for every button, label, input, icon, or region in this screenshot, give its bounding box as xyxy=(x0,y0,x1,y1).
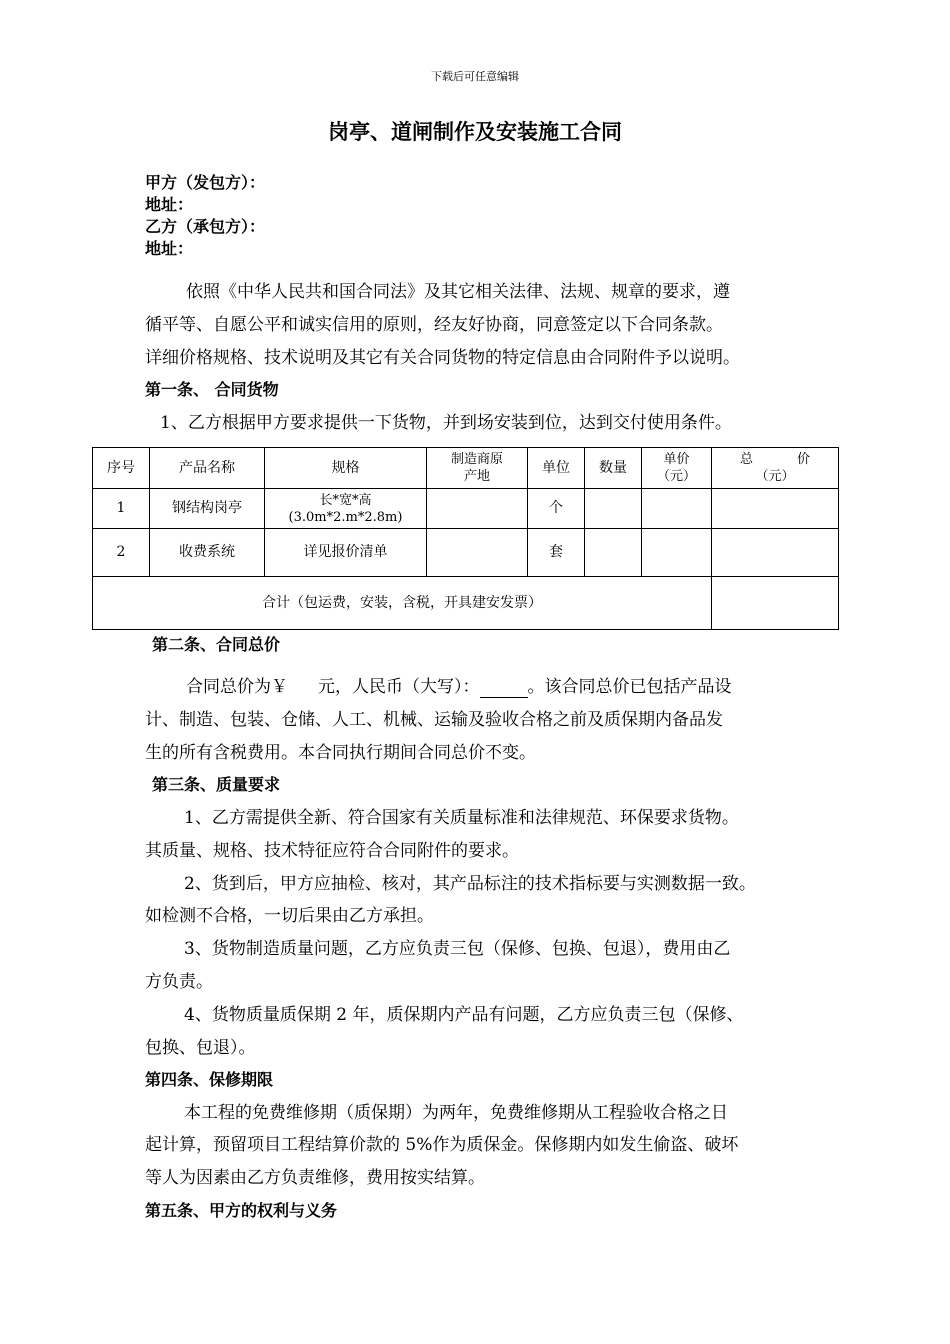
row-price xyxy=(642,489,712,529)
header-no: 序号 xyxy=(93,448,150,489)
header-name: 产品名称 xyxy=(150,448,265,489)
header-origin: 制造商原 产地 xyxy=(427,448,528,489)
header-unit: 单位 xyxy=(528,448,585,489)
row-unit: 套 xyxy=(528,529,585,577)
table-row xyxy=(93,529,839,577)
row-qty xyxy=(585,489,642,529)
article-4-line: 等人为因素由乙方负责维修，费用按实结算。 xyxy=(145,1168,485,1188)
header-qty: 数量 xyxy=(585,448,642,489)
table-row xyxy=(93,489,839,529)
article-3-line: 2、货到后，甲方应抽检、核对，其产品标注的技术指标要与实测数据一致。 xyxy=(184,874,756,894)
intro-line-1: 依照《中华人民共和国合同法》及其它相关法律、法规、规章的要求，遵 xyxy=(186,282,730,302)
article-3-line: 其质量、规格、技术特征应符合合同附件的要求。 xyxy=(145,841,519,861)
row-unit: 个 xyxy=(528,489,585,529)
article-3-line: 3、货物制造质量问题，乙方应负责三包（保修、包换、包退），费用由乙 xyxy=(184,939,731,959)
table-total-row xyxy=(93,577,839,630)
total-value xyxy=(712,577,839,630)
article-3-line: 4、货物质量质保期 2 年，质保期内产品有问题，乙方应负责三包（保修、 xyxy=(184,1005,744,1025)
article-2-line-2: 计、制造、包装、仓储、人工、机械、运输及验收合格之前及质保期内备品发 xyxy=(145,710,723,730)
table-header-row xyxy=(93,448,839,489)
total-label: 合计（包运费，安装，含税，开具建安发票） xyxy=(93,577,712,630)
row-spec: 长*宽*高 (3.0m*2.m*2.8m) xyxy=(265,489,427,529)
article-4-line: 本工程的免费维修期（质保期）为两年，免费维修期从工程验收合格之日 xyxy=(184,1103,728,1123)
header-total-price: 总 价 （元） xyxy=(712,448,839,489)
article-3-line: 1、乙方需提供全新、符合国家有关质量标准和法律规范、环保要求货物。 xyxy=(184,808,739,828)
article-2-heading: 第二条、合同总价 xyxy=(152,635,281,654)
article-3-heading: 第三条、质量要求 xyxy=(152,775,281,794)
row-qty xyxy=(585,529,642,577)
row-name: 钢结构岗亭 xyxy=(150,489,265,529)
row-total xyxy=(712,529,839,577)
article-1-heading: 第一条、 合同货物 xyxy=(145,380,279,399)
intro-line-3: 详细价格规格、技术说明及其它有关合同货物的特定信息由合同附件予以说明。 xyxy=(145,348,740,368)
article-2-line-3: 生的所有含税费用。本合同执行期间合同总价不变。 xyxy=(145,743,536,763)
header-note: 下载后可任意编辑 xyxy=(431,70,519,83)
document-title: 岗亭、道闸制作及安装施工合同 xyxy=(328,120,622,144)
goods-table xyxy=(92,447,839,630)
row-no: 1 xyxy=(93,489,150,529)
row-origin xyxy=(427,529,528,577)
row-name: 收费系统 xyxy=(150,529,265,577)
header-spec: 规格 xyxy=(265,448,427,489)
article-3-line: 方负责。 xyxy=(145,972,213,992)
header-unit-price: 单价 （元） xyxy=(642,448,712,489)
intro-line-2: 循平等、自愿公平和诚实信用的原则，经友好协商，同意签定以下合同条款。 xyxy=(145,315,723,335)
party-b-label: 乙方（承包方）： xyxy=(145,217,266,236)
article-2-line-1: 合同总价为￥ 元，人民币（大写）： 。该合同总价已包括产品设 xyxy=(186,677,732,697)
amount-blank xyxy=(480,679,528,698)
article-5-heading: 第五条、甲方的权利与义务 xyxy=(145,1201,338,1220)
row-no: 2 xyxy=(93,529,150,577)
party-a-label: 甲方（发包方）： xyxy=(145,173,266,192)
article-3-line: 如检测不合格，一切后果由乙方承担。 xyxy=(145,906,434,926)
row-price xyxy=(642,529,712,577)
row-spec: 详见报价清单 xyxy=(265,529,427,577)
article-3-line: 包换、包退）。 xyxy=(145,1038,256,1058)
article-4-line: 起计算，预留项目工程结算价款的 5%作为质保金。保修期内如发生偷盗、破坏 xyxy=(145,1135,739,1155)
row-origin xyxy=(427,489,528,529)
article-4-heading: 第四条、保修期限 xyxy=(145,1070,274,1089)
article-1-line: 1、乙方根据甲方要求提供一下货物，并到场安装到位，达到交付使用条件。 xyxy=(160,413,732,433)
row-total xyxy=(712,489,839,529)
party-b-address-label: 地址： xyxy=(145,239,194,258)
party-a-address-label: 地址： xyxy=(145,195,194,214)
